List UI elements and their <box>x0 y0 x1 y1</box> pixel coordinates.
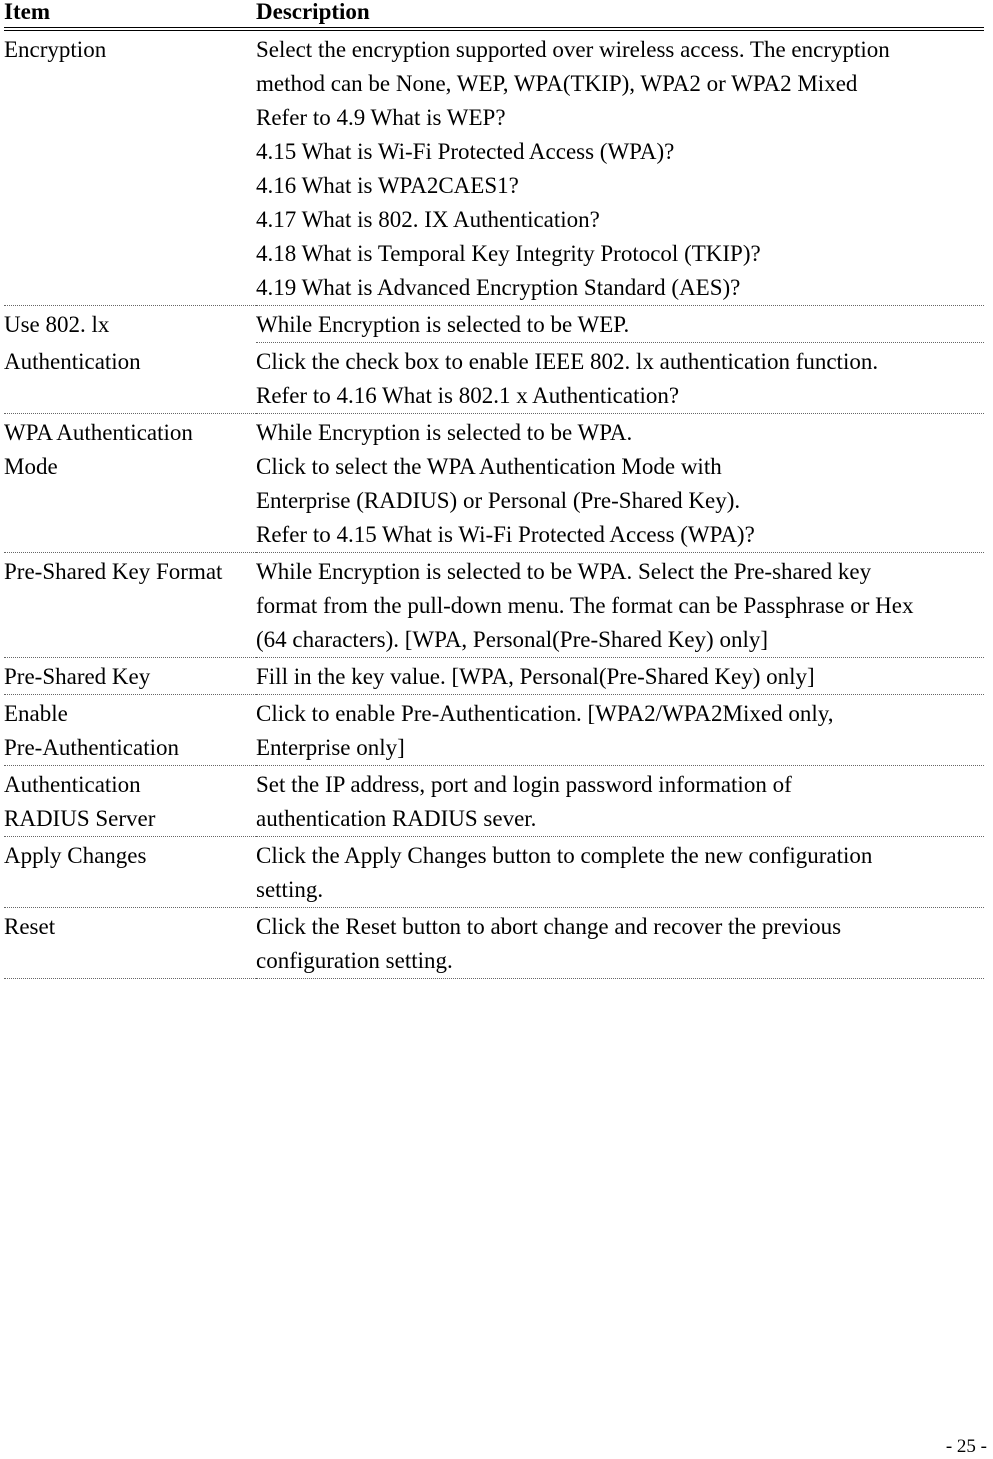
column-header-item: Item <box>4 0 50 24</box>
table-row <box>4 29 984 306</box>
description-text: 4.16 What is WPA2CAES1? <box>256 173 519 198</box>
description-text: Refer to 4.16 What is 802.1 x Authentication? <box>256 383 680 408</box>
item-text: Reset <box>4 914 56 939</box>
table-header-row <box>4 0 984 29</box>
description-cell <box>256 414 984 553</box>
table-row <box>4 306 984 343</box>
description-cell <box>256 658 984 695</box>
description-table <box>4 0 984 979</box>
item-text: Mode <box>4 454 58 479</box>
description-cell <box>256 553 984 658</box>
table-row <box>4 837 984 908</box>
item-text: Use 802. lx <box>4 312 110 337</box>
description-text: Set the IP address, port and login password information of <box>256 772 792 797</box>
description-cell <box>256 766 984 837</box>
item-cell <box>4 908 256 979</box>
column-header-description: Description <box>256 0 370 24</box>
item-cell <box>4 414 256 553</box>
item-cell <box>4 29 256 306</box>
description-text: Refer to 4.15 What is Wi-Fi Protected Access (WPA)? <box>256 522 755 547</box>
description-cell <box>256 343 984 414</box>
description-text: Click to select the WPA Authentication Mode with <box>256 454 722 479</box>
table-row <box>4 414 984 553</box>
table-row <box>4 695 984 766</box>
description-cell <box>256 908 984 979</box>
item-text: Authentication <box>4 348 141 374</box>
item-text: Pre-Authentication <box>4 735 180 760</box>
item-text: Enable <box>4 701 68 726</box>
description-text: Enterprise (RADIUS) or Personal (Pre-Shared Key). <box>256 488 741 513</box>
item-text: RADIUS Server <box>4 806 156 831</box>
description-text: authentication RADIUS sever. <box>256 806 537 831</box>
description-cell <box>256 837 984 908</box>
table-row <box>4 658 984 695</box>
item-text: WPA Authentication <box>4 420 193 445</box>
item-cell <box>4 343 256 414</box>
item-cell <box>4 658 256 695</box>
description-cell <box>256 306 984 343</box>
description-text: 4.19 What is Advanced Encryption Standard (AES)? <box>256 275 741 300</box>
table-row <box>4 553 984 658</box>
description-text: Fill in the key value. [WPA, Personal(Pre-Shared Key) only] <box>256 664 815 689</box>
description-text: Click to enable Pre-Authentication. [WPA2/WPA2Mixed only, <box>256 701 834 726</box>
item-cell <box>4 306 256 343</box>
item-cell <box>4 837 256 908</box>
description-text: 4.17 What is 802. IX Authentication? <box>256 207 600 232</box>
description-text: Click the Apply Changes button to complete the new configuration <box>256 843 873 868</box>
description-text: configuration setting. <box>256 948 453 973</box>
description-cell <box>256 695 984 766</box>
item-text: Authentication <box>4 772 141 797</box>
description-text: Click the check box to enable IEEE 802. lx authentication function. <box>256 349 879 374</box>
description-cell <box>256 29 984 306</box>
description-text: (64 characters). [WPA, Personal(Pre-Shared Key) only] <box>256 627 769 652</box>
item-cell <box>4 695 256 766</box>
table-row <box>4 343 984 414</box>
description-text: Refer to 4.9 What is WEP? <box>256 105 506 130</box>
description-text: Click the Reset button to abort change and recover the previous <box>256 914 842 939</box>
item-text: Pre-Shared Key <box>4 664 151 689</box>
description-text: Enterprise only] <box>256 735 405 760</box>
table-row <box>4 908 984 979</box>
description-text: 4.18 What is Temporal Key Integrity Protocol (TKIP)? <box>256 241 761 266</box>
item-text: Pre-Shared Key Format <box>4 559 223 584</box>
description-text: method can be None, WEP, WPA(TKIP), WPA2 or WPA2 Mixed <box>256 71 858 96</box>
item-text: Apply Changes <box>4 843 147 868</box>
table-row <box>4 766 984 837</box>
page-number: - 25 - <box>945 1436 987 1457</box>
description-text: While Encryption is selected to be WPA. <box>256 420 633 445</box>
item-cell <box>4 766 256 837</box>
description-text: 4.15 What is Wi-Fi Protected Access (WPA)? <box>256 139 675 164</box>
item-cell <box>4 553 256 658</box>
description-text: format from the pull-down menu. The format can be Passphrase or Hex <box>256 593 914 618</box>
description-text: setting. <box>256 877 324 902</box>
description-text: Select the encryption supported over wireless access. The encryption <box>256 37 890 62</box>
item-text: Encryption <box>4 37 107 62</box>
description-text: While Encryption is selected to be WEP. <box>256 312 630 337</box>
description-text: While Encryption is selected to be WPA. Select the Pre-shared key <box>256 559 872 584</box>
